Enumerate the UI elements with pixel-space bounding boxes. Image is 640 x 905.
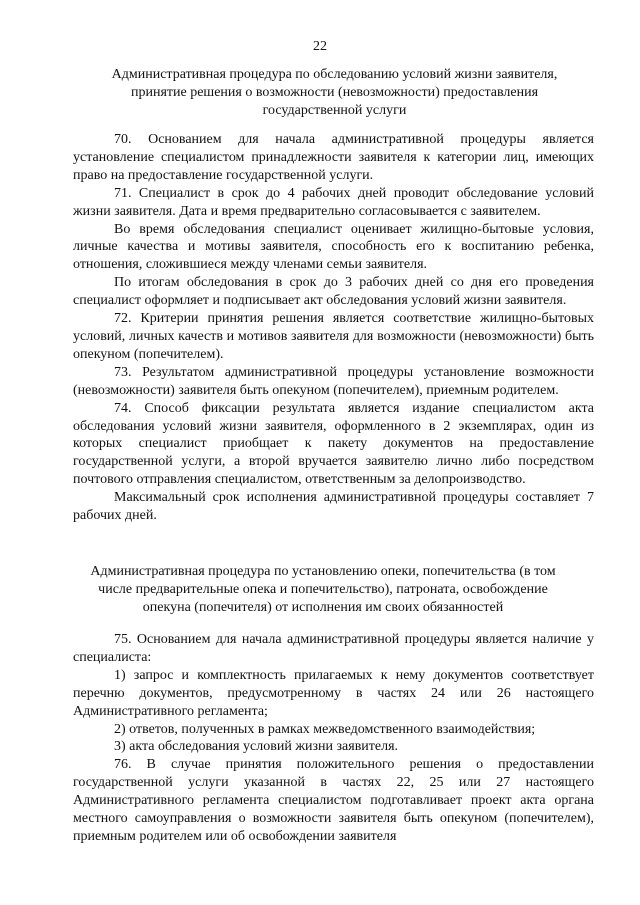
section-body-survey xyxy=(73,131,594,525)
section-heading-guardianship: Административная процедура по установлению опеки, попечительства (в том числе предварительные опека и попечительство), патроната, освобождение опекуна (попечителя) от исполнения им своих обязанностей xyxy=(90,564,556,615)
paragraph-75-item-1: 1) запрос и комплектность прилагаемых к нему документов соответствует перечню документов, предусмотренному в частях 24 или 26 настоящего Административного регламента; xyxy=(73,667,594,719)
paragraph-73: 73. Результатом административной процедуры установление возможности (невозможности) заявителя быть опекуном (попечителем), приемным родителем. xyxy=(73,364,594,398)
paragraph-75-item-2: 2) ответов, полученных в рамках межведомственного взаимодействия; xyxy=(114,721,536,737)
paragraph-71-assessment: Во время обследования специалист оценивает жилищно-бытовые условия, личные качества и мотивы заявителя, способность его к воспитанию ребенка, отношения, сложившиеся между членами семьи заявителя. xyxy=(73,221,594,273)
paragraph-75: 75. Основанием для начала административной процедуры является наличие у специалиста: xyxy=(73,632,594,665)
paragraph-74-deadline: Максимальный срок исполнения административной процедуры составляет 7 рабочих дней. xyxy=(73,490,594,524)
paragraph-72: 72. Критерии принятия решения является соответствие жилищно-бытовых условий, личных качеств и мотивов заявителя для возможности (невозможности) быть опекуном (попечителем). xyxy=(73,311,594,362)
paragraph-74: 74. Способ фиксации результата является издание специалистом акта обследования условий жизни заявителя, оформленного в 2 экземплярах, один из которых специалист приобщает к пакету документов на предоставление государственной услуги, а второй вручается заявителю лично либо посредством почтового отправления специалистом, ответственным за делопроизводство. xyxy=(73,400,594,488)
page-number: 22 xyxy=(313,39,327,54)
paragraph-76: 76. В случае принятия положительного решения о предоставлении государственной услуги указанной в частях 22, 25 или 27 настоящего Административного регламента специалистом подготавливает проект акта органа местного самоуправления о возможности заявителя быть опекуном (попечителем), приемным родителем или об освобождении заявителя xyxy=(73,757,594,844)
section-heading-survey: Административная процедура по обследованию условий жизни заявителя, принятие решения о возможности (невозможности) предоставления государственной услуги xyxy=(111,67,558,118)
paragraph-71: 71. Специалист в срок до 4 рабочих дней проводит обследование условий жизни заявителя. Дата и время предварительно согласовывается с заявителем. xyxy=(73,185,594,219)
section-body-guardianship xyxy=(73,631,594,846)
paragraph-71-act: По итогам обследования в срок до 3 рабочих дней со дня его проведения специалист оформляет и подписывает акт обследования условий жизни заявителя. xyxy=(73,275,594,309)
paragraph-70: 70. Основанием для начала административной процедуры является установление специалистом принадлежности заявителя к категории лиц, имеющих право на предоставление государственной услуги. xyxy=(73,132,594,183)
paragraph-75-item-3: 3) акта обследования условий жизни заявителя. xyxy=(114,739,399,755)
